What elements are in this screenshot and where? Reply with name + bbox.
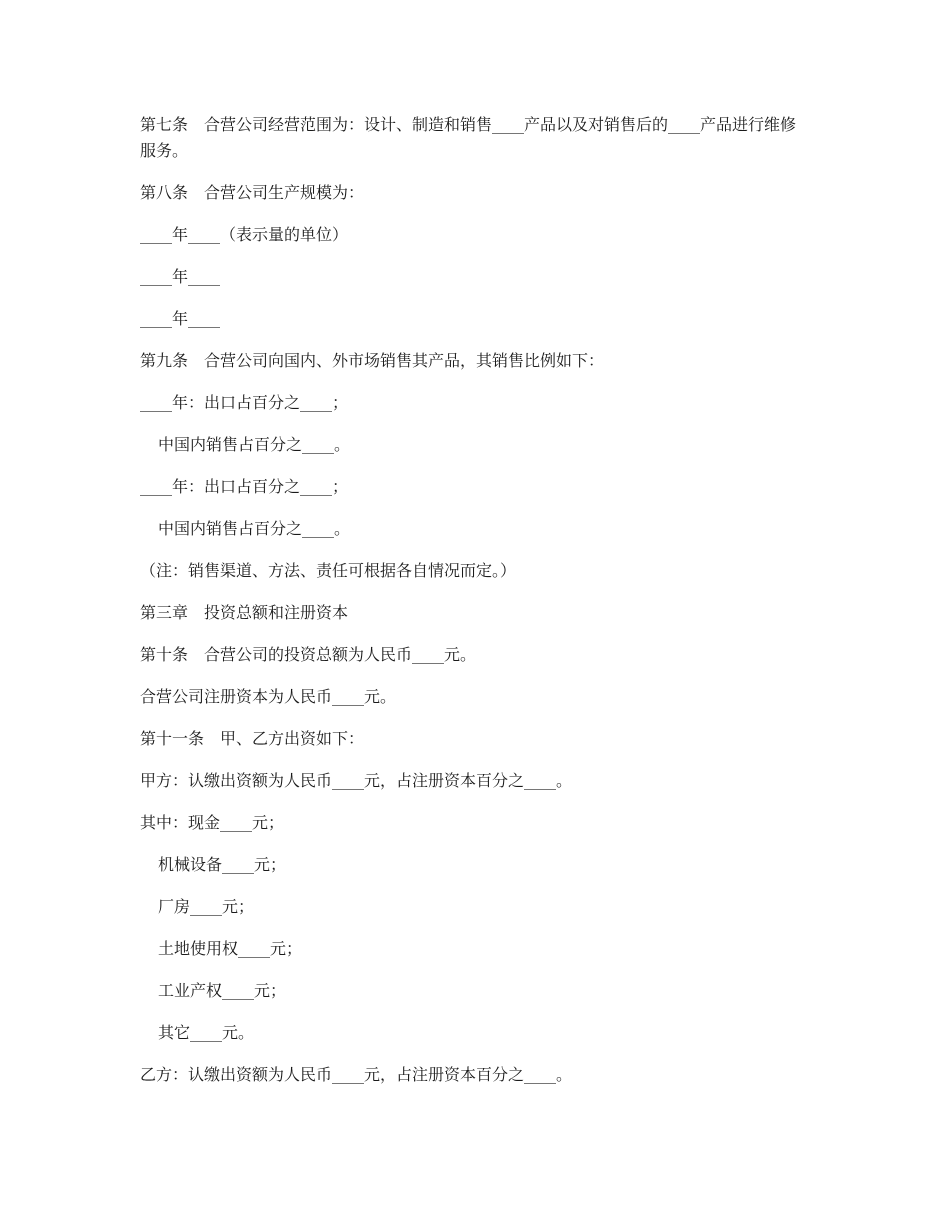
article-11: 第十一条 甲、乙方出资如下： <box>140 729 365 748</box>
article-9: 第九条 合营公司向国内、外市场销售其产品，其销售比例如下： <box>140 351 605 370</box>
document-body <box>140 112 810 1088</box>
chapter-3-heading: 第三章 投资总额和注册资本 <box>140 603 349 622</box>
party-a-land-use-right: 土地使用权____元； <box>158 939 303 958</box>
party-a-cash: 其中：现金____元； <box>140 813 285 832</box>
domestic-ratio-line-2: 中国内销售占百分之____。 <box>158 519 351 538</box>
article-8: 第八条 合营公司生产规模为： <box>140 183 365 202</box>
production-scale-line-3: ____年____ <box>140 309 221 328</box>
article-10: 第十条 合营公司的投资总额为人民币____元。 <box>140 645 477 664</box>
party-a-contribution: 甲方：认缴出资额为人民币____元，占注册资本百分之____。 <box>140 771 573 790</box>
export-ratio-line-1: ____年：出口占百分之____； <box>140 393 349 412</box>
party-a-industrial-property: 工业产权____元； <box>158 981 287 1000</box>
domestic-ratio-line-1: 中国内销售占百分之____。 <box>158 435 351 454</box>
party-b-contribution: 乙方：认缴出资额为人民币____元，占注册资本百分之____。 <box>140 1065 573 1084</box>
party-a-factory: 厂房____元； <box>158 897 255 916</box>
party-a-other: 其它____元。 <box>158 1023 255 1042</box>
registered-capital: 合营公司注册资本为人民币____元。 <box>140 687 397 706</box>
party-a-machinery: 机械设备____元； <box>158 855 287 874</box>
production-scale-line-1: ____年____（表示量的单位） <box>140 225 349 244</box>
production-scale-line-2: ____年____ <box>140 267 221 286</box>
article-7: 第七条 合营公司经营范围为：设计、制造和销售____产品以及对销售后的____产品进行维修服务。 <box>140 115 797 160</box>
export-ratio-line-2: ____年：出口占百分之____； <box>140 477 349 496</box>
sales-note: （注：销售渠道、方法、责任可根据各自情况而定。） <box>140 561 517 580</box>
